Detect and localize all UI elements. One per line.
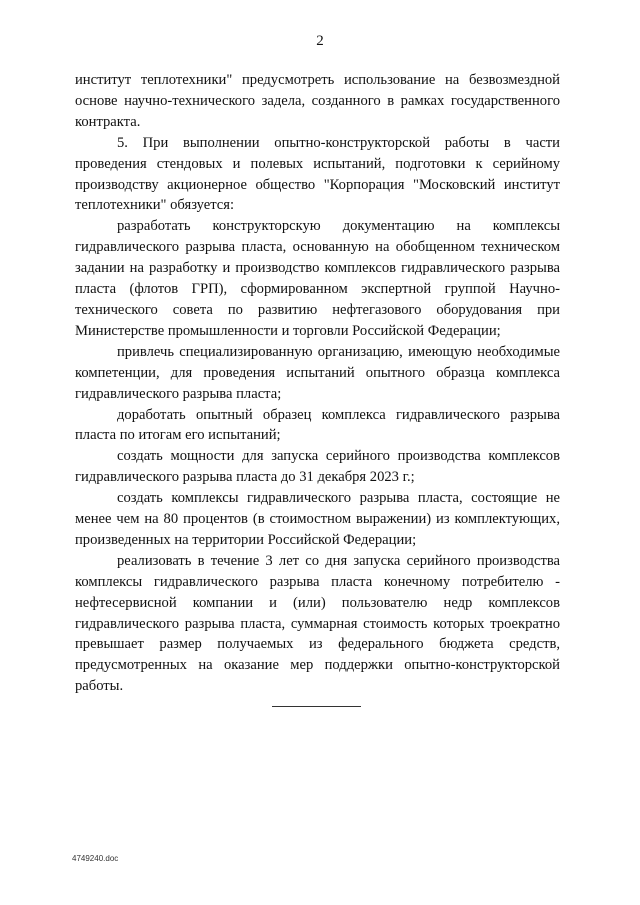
page-number: 2 xyxy=(316,33,324,49)
paragraph-refine-prototype: доработать опытный образец комплекса гидравлического разрыва пласта по итогам его испытаний; xyxy=(75,406,560,444)
paragraph-engage-organization: привлечь специализированную организацию, имеющую необходимые компетенции, для проведения испытаний опытного образца комплекса гидравлического разрыва пласта; xyxy=(75,343,560,402)
end-separator-line xyxy=(272,706,361,707)
paragraph-item-5: 5. При выполнении опытно-конструкторской работы в части проведения стендовых и полевых испытаний, подготовки к серийному производству акционерное общество "Корпорация "Московский институт теплотехники" обязуется: xyxy=(75,134,560,214)
paragraph-create-complexes: создать комплексы гидравлического разрыва пласта, состоящие не менее чем на 80 процентов (в стоимостном выражении) из комплектующих, произведенных на территории Российской Федерации; xyxy=(75,490,560,548)
paragraph-create-capacity: создать мощности для запуска серийного производства комплексов гидравлического разрыва пласта до 31 декабря 2023 г.; xyxy=(75,448,560,486)
document-body xyxy=(75,70,560,697)
paragraph-develop-documentation: разработать конструкторскую документацию на комплексы гидравлического разрыва пласта, основанную на обобщенном техническом задании на разработку и производство комплексов гидравлического разрыва пласта (флотов ГРП), сформированном экспертной группой Научно-технического совета по развитию нефтегазового оборудования при Министерстве промышленности и торговли Российской Федерации; xyxy=(75,218,560,339)
paragraph-implement-sales: реализовать в течение 3 лет со дня запуска серийного производства комплексы гидравлического разрыва пласта конечному потребителю - нефтесервисной компании и (или) пользователю недр комплексов гидравлического разрыва пласта, суммарная стоимость которых троекратно превышает размер получаемых из федерального бюджета средств, предусмотренных на оказание мер поддержки опытно-конструкторской работы. xyxy=(75,552,560,695)
paragraph-continuation: институт теплотехники" предусмотреть использование на безвозмездной основе научно-технического задела, созданного в рамках государственного контракта. xyxy=(75,72,560,130)
document-code: 4749240.doc xyxy=(72,854,119,863)
